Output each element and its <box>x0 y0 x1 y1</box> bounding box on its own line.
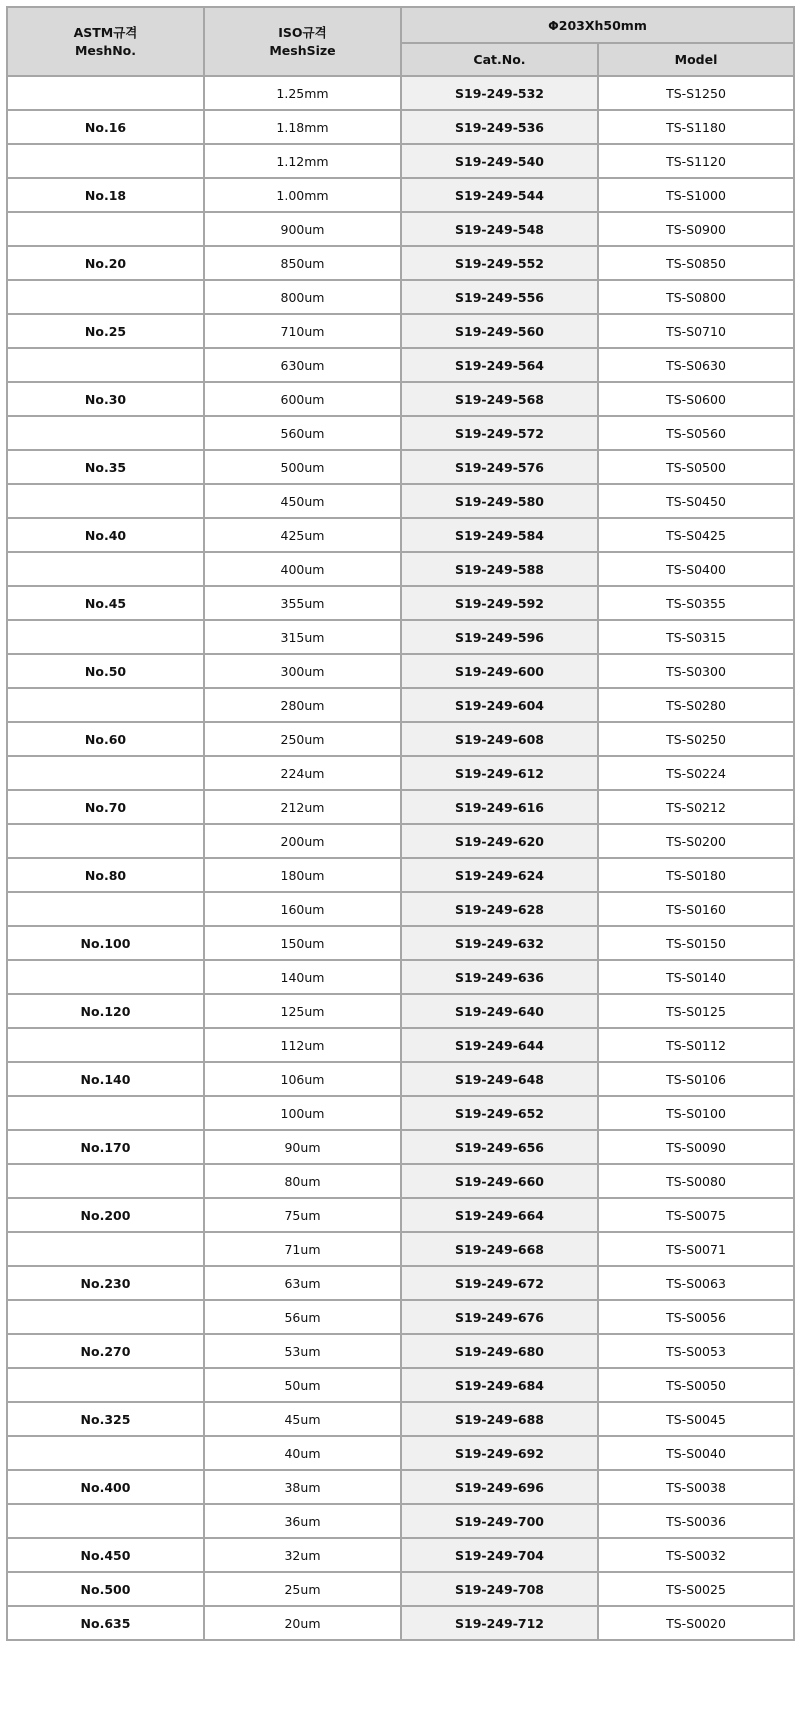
model-cell: TS-S0100 <box>598 1096 794 1130</box>
model-cell: TS-S0400 <box>598 552 794 586</box>
astm-cell: No.50 <box>7 654 204 688</box>
cat-no-cell: S19-249-592 <box>401 586 598 620</box>
table-row <box>7 280 794 314</box>
table-row <box>7 314 794 348</box>
cat-no-cell: S19-249-584 <box>401 518 598 552</box>
table-row <box>7 1028 794 1062</box>
table-row <box>7 960 794 994</box>
model-cell: TS-S0112 <box>598 1028 794 1062</box>
iso-size-cell: 56um <box>204 1300 401 1334</box>
astm-cell: No.270 <box>7 1334 204 1368</box>
model-cell: TS-S0040 <box>598 1436 794 1470</box>
iso-size-cell: 1.12mm <box>204 144 401 178</box>
iso-header-line2: MeshSize <box>269 42 336 58</box>
cat-no-cell: S19-249-556 <box>401 280 598 314</box>
model-cell: TS-S1250 <box>598 76 794 110</box>
astm-cell <box>7 1232 204 1266</box>
table-row <box>7 1062 794 1096</box>
astm-cell: No.400 <box>7 1470 204 1504</box>
iso-size-cell: 75um <box>204 1198 401 1232</box>
cat-no-cell: S19-249-712 <box>401 1606 598 1640</box>
cat-no-cell: S19-249-544 <box>401 178 598 212</box>
astm-cell: No.170 <box>7 1130 204 1164</box>
astm-cell <box>7 1164 204 1198</box>
iso-size-cell: 150um <box>204 926 401 960</box>
iso-size-cell: 250um <box>204 722 401 756</box>
model-cell: TS-S0800 <box>598 280 794 314</box>
cat-no-cell: S19-249-692 <box>401 1436 598 1470</box>
model-cell: TS-S0450 <box>598 484 794 518</box>
astm-cell: No.80 <box>7 858 204 892</box>
cat-no-cell: S19-249-672 <box>401 1266 598 1300</box>
iso-size-cell: 212um <box>204 790 401 824</box>
astm-cell <box>7 892 204 926</box>
astm-cell: No.450 <box>7 1538 204 1572</box>
iso-size-cell: 25um <box>204 1572 401 1606</box>
iso-size-cell: 40um <box>204 1436 401 1470</box>
cat-no-cell: S19-249-684 <box>401 1368 598 1402</box>
iso-size-cell: 315um <box>204 620 401 654</box>
cat-no-cell: S19-249-540 <box>401 144 598 178</box>
iso-size-cell: 200um <box>204 824 401 858</box>
cat-no-cell: S19-249-552 <box>401 246 598 280</box>
iso-size-cell: 63um <box>204 1266 401 1300</box>
astm-cell: No.120 <box>7 994 204 1028</box>
model-cell: TS-S0045 <box>598 1402 794 1436</box>
table-row <box>7 1096 794 1130</box>
model-cell: TS-S0280 <box>598 688 794 722</box>
astm-cell <box>7 756 204 790</box>
astm-cell <box>7 1300 204 1334</box>
sieve-spec-table-container <box>6 6 795 1641</box>
model-cell: TS-S0212 <box>598 790 794 824</box>
model-header: Model <box>598 43 794 76</box>
iso-size-cell: 45um <box>204 1402 401 1436</box>
table-row <box>7 722 794 756</box>
model-cell: TS-S0150 <box>598 926 794 960</box>
iso-size-cell: 224um <box>204 756 401 790</box>
iso-size-cell: 90um <box>204 1130 401 1164</box>
table-row <box>7 1504 794 1538</box>
table-row <box>7 1266 794 1300</box>
cat-no-cell: S19-249-620 <box>401 824 598 858</box>
table-row <box>7 484 794 518</box>
cat-no-cell: S19-249-624 <box>401 858 598 892</box>
astm-cell: No.16 <box>7 110 204 144</box>
cat-no-cell: S19-249-600 <box>401 654 598 688</box>
iso-header-line1: ISO규격 <box>278 24 327 40</box>
iso-header <box>204 7 401 76</box>
astm-cell <box>7 688 204 722</box>
iso-size-cell: 710um <box>204 314 401 348</box>
astm-cell: No.500 <box>7 1572 204 1606</box>
model-cell: TS-S0075 <box>598 1198 794 1232</box>
iso-size-cell: 1.25mm <box>204 76 401 110</box>
model-cell: TS-S0850 <box>598 246 794 280</box>
cat-no-cell: S19-249-648 <box>401 1062 598 1096</box>
iso-size-cell: 100um <box>204 1096 401 1130</box>
catno-header: Cat.No. <box>401 43 598 76</box>
table-row <box>7 110 794 144</box>
cat-no-cell: S19-249-612 <box>401 756 598 790</box>
cat-no-cell: S19-249-656 <box>401 1130 598 1164</box>
table-row <box>7 1436 794 1470</box>
table-row <box>7 518 794 552</box>
iso-size-cell: 500um <box>204 450 401 484</box>
model-cell: TS-S0355 <box>598 586 794 620</box>
table-header <box>7 7 794 76</box>
model-cell: TS-S0063 <box>598 1266 794 1300</box>
cat-no-cell: S19-249-680 <box>401 1334 598 1368</box>
iso-size-cell: 850um <box>204 246 401 280</box>
astm-cell: No.35 <box>7 450 204 484</box>
astm-cell <box>7 484 204 518</box>
table-row <box>7 654 794 688</box>
table-row <box>7 1572 794 1606</box>
model-cell: TS-S0560 <box>598 416 794 450</box>
astm-cell: No.70 <box>7 790 204 824</box>
astm-cell <box>7 960 204 994</box>
astm-header-line1: ASTM규격 <box>73 24 138 40</box>
cat-no-cell: S19-249-652 <box>401 1096 598 1130</box>
table-row <box>7 144 794 178</box>
iso-size-cell: 300um <box>204 654 401 688</box>
model-cell: TS-S0050 <box>598 1368 794 1402</box>
table-body <box>7 76 794 1640</box>
astm-cell <box>7 1436 204 1470</box>
cat-no-cell: S19-249-644 <box>401 1028 598 1062</box>
table-row <box>7 926 794 960</box>
astm-cell <box>7 348 204 382</box>
iso-size-cell: 53um <box>204 1334 401 1368</box>
cat-no-cell: S19-249-696 <box>401 1470 598 1504</box>
model-cell: TS-S1000 <box>598 178 794 212</box>
model-cell: TS-S0200 <box>598 824 794 858</box>
cat-no-cell: S19-249-560 <box>401 314 598 348</box>
astm-cell <box>7 1368 204 1402</box>
cat-no-cell: S19-249-676 <box>401 1300 598 1334</box>
iso-size-cell: 1.00mm <box>204 178 401 212</box>
astm-cell: No.230 <box>7 1266 204 1300</box>
model-cell: TS-S0056 <box>598 1300 794 1334</box>
model-cell: TS-S1180 <box>598 110 794 144</box>
table-row <box>7 1368 794 1402</box>
model-cell: TS-S0106 <box>598 1062 794 1096</box>
astm-cell: No.60 <box>7 722 204 756</box>
astm-cell: No.635 <box>7 1606 204 1640</box>
astm-cell: No.20 <box>7 246 204 280</box>
iso-size-cell: 180um <box>204 858 401 892</box>
model-cell: TS-S1120 <box>598 144 794 178</box>
model-cell: TS-S0053 <box>598 1334 794 1368</box>
header-row-top <box>7 7 794 43</box>
astm-cell <box>7 212 204 246</box>
iso-size-cell: 71um <box>204 1232 401 1266</box>
table-row <box>7 586 794 620</box>
cat-no-cell: S19-249-580 <box>401 484 598 518</box>
iso-size-cell: 425um <box>204 518 401 552</box>
cat-no-cell: S19-249-628 <box>401 892 598 926</box>
cat-no-cell: S19-249-564 <box>401 348 598 382</box>
table-row <box>7 1300 794 1334</box>
table-row <box>7 382 794 416</box>
cat-no-cell: S19-249-548 <box>401 212 598 246</box>
iso-size-cell: 80um <box>204 1164 401 1198</box>
table-row <box>7 1130 794 1164</box>
model-cell: TS-S0038 <box>598 1470 794 1504</box>
cat-no-cell: S19-249-616 <box>401 790 598 824</box>
table-row <box>7 450 794 484</box>
model-cell: TS-S0630 <box>598 348 794 382</box>
table-row <box>7 348 794 382</box>
cat-no-cell: S19-249-608 <box>401 722 598 756</box>
iso-size-cell: 280um <box>204 688 401 722</box>
table-row <box>7 688 794 722</box>
iso-size-cell: 36um <box>204 1504 401 1538</box>
astm-cell: No.140 <box>7 1062 204 1096</box>
model-cell: TS-S0032 <box>598 1538 794 1572</box>
iso-size-cell: 20um <box>204 1606 401 1640</box>
model-cell: TS-S0071 <box>598 1232 794 1266</box>
iso-size-cell: 400um <box>204 552 401 586</box>
astm-cell: No.30 <box>7 382 204 416</box>
model-cell: TS-S0425 <box>598 518 794 552</box>
astm-cell <box>7 1096 204 1130</box>
astm-cell: No.25 <box>7 314 204 348</box>
cat-no-cell: S19-249-588 <box>401 552 598 586</box>
model-cell: TS-S0710 <box>598 314 794 348</box>
model-cell: TS-S0900 <box>598 212 794 246</box>
table-row <box>7 892 794 926</box>
astm-cell <box>7 280 204 314</box>
model-cell: TS-S0090 <box>598 1130 794 1164</box>
table-row <box>7 824 794 858</box>
cat-no-cell: S19-249-568 <box>401 382 598 416</box>
model-cell: TS-S0300 <box>598 654 794 688</box>
iso-size-cell: 112um <box>204 1028 401 1062</box>
table-row <box>7 994 794 1028</box>
astm-header-line2: MeshNo. <box>74 42 137 58</box>
table-row <box>7 1164 794 1198</box>
cat-no-cell: S19-249-664 <box>401 1198 598 1232</box>
model-cell: TS-S0250 <box>598 722 794 756</box>
cat-no-cell: S19-249-708 <box>401 1572 598 1606</box>
sieve-spec-table <box>6 6 795 1641</box>
table-row <box>7 620 794 654</box>
iso-size-cell: 630um <box>204 348 401 382</box>
model-cell: TS-S0025 <box>598 1572 794 1606</box>
astm-cell <box>7 824 204 858</box>
cat-no-cell: S19-249-572 <box>401 416 598 450</box>
iso-size-cell: 1.18mm <box>204 110 401 144</box>
iso-size-cell: 140um <box>204 960 401 994</box>
astm-cell <box>7 552 204 586</box>
table-row <box>7 1232 794 1266</box>
astm-cell <box>7 620 204 654</box>
cat-no-cell: S19-249-536 <box>401 110 598 144</box>
model-cell: TS-S0315 <box>598 620 794 654</box>
cat-no-cell: S19-249-668 <box>401 1232 598 1266</box>
model-cell: TS-S0500 <box>598 450 794 484</box>
cat-no-cell: S19-249-596 <box>401 620 598 654</box>
astm-cell: No.45 <box>7 586 204 620</box>
model-cell: TS-S0020 <box>598 1606 794 1640</box>
model-cell: TS-S0080 <box>598 1164 794 1198</box>
cat-no-cell: S19-249-688 <box>401 1402 598 1436</box>
cat-no-cell: S19-249-704 <box>401 1538 598 1572</box>
astm-cell: No.40 <box>7 518 204 552</box>
table-row <box>7 858 794 892</box>
iso-size-cell: 560um <box>204 416 401 450</box>
iso-size-cell: 38um <box>204 1470 401 1504</box>
cat-no-cell: S19-249-532 <box>401 76 598 110</box>
table-row <box>7 416 794 450</box>
cat-no-cell: S19-249-640 <box>401 994 598 1028</box>
table-row <box>7 790 794 824</box>
table-row <box>7 552 794 586</box>
model-cell: TS-S0140 <box>598 960 794 994</box>
table-row <box>7 1198 794 1232</box>
iso-size-cell: 50um <box>204 1368 401 1402</box>
astm-cell: No.200 <box>7 1198 204 1232</box>
table-row <box>7 1334 794 1368</box>
table-row <box>7 756 794 790</box>
astm-cell <box>7 1028 204 1062</box>
astm-header <box>7 7 204 76</box>
iso-size-cell: 800um <box>204 280 401 314</box>
table-row <box>7 1402 794 1436</box>
astm-cell: No.18 <box>7 178 204 212</box>
cat-no-cell: S19-249-700 <box>401 1504 598 1538</box>
iso-size-cell: 125um <box>204 994 401 1028</box>
dimension-header: Φ203Xh50mm <box>401 7 794 43</box>
iso-size-cell: 106um <box>204 1062 401 1096</box>
cat-no-cell: S19-249-604 <box>401 688 598 722</box>
iso-size-cell: 450um <box>204 484 401 518</box>
iso-size-cell: 160um <box>204 892 401 926</box>
model-cell: TS-S0036 <box>598 1504 794 1538</box>
astm-cell <box>7 144 204 178</box>
iso-size-cell: 900um <box>204 212 401 246</box>
astm-cell: No.100 <box>7 926 204 960</box>
model-cell: TS-S0600 <box>598 382 794 416</box>
iso-size-cell: 32um <box>204 1538 401 1572</box>
astm-cell <box>7 416 204 450</box>
table-row <box>7 76 794 110</box>
table-row <box>7 212 794 246</box>
table-row <box>7 1470 794 1504</box>
model-cell: TS-S0180 <box>598 858 794 892</box>
cat-no-cell: S19-249-636 <box>401 960 598 994</box>
cat-no-cell: S19-249-632 <box>401 926 598 960</box>
cat-no-cell: S19-249-660 <box>401 1164 598 1198</box>
table-row <box>7 178 794 212</box>
astm-cell <box>7 76 204 110</box>
astm-cell <box>7 1504 204 1538</box>
table-row <box>7 246 794 280</box>
table-row <box>7 1606 794 1640</box>
model-cell: TS-S0125 <box>598 994 794 1028</box>
iso-size-cell: 600um <box>204 382 401 416</box>
iso-size-cell: 355um <box>204 586 401 620</box>
model-cell: TS-S0160 <box>598 892 794 926</box>
cat-no-cell: S19-249-576 <box>401 450 598 484</box>
astm-cell: No.325 <box>7 1402 204 1436</box>
model-cell: TS-S0224 <box>598 756 794 790</box>
table-row <box>7 1538 794 1572</box>
